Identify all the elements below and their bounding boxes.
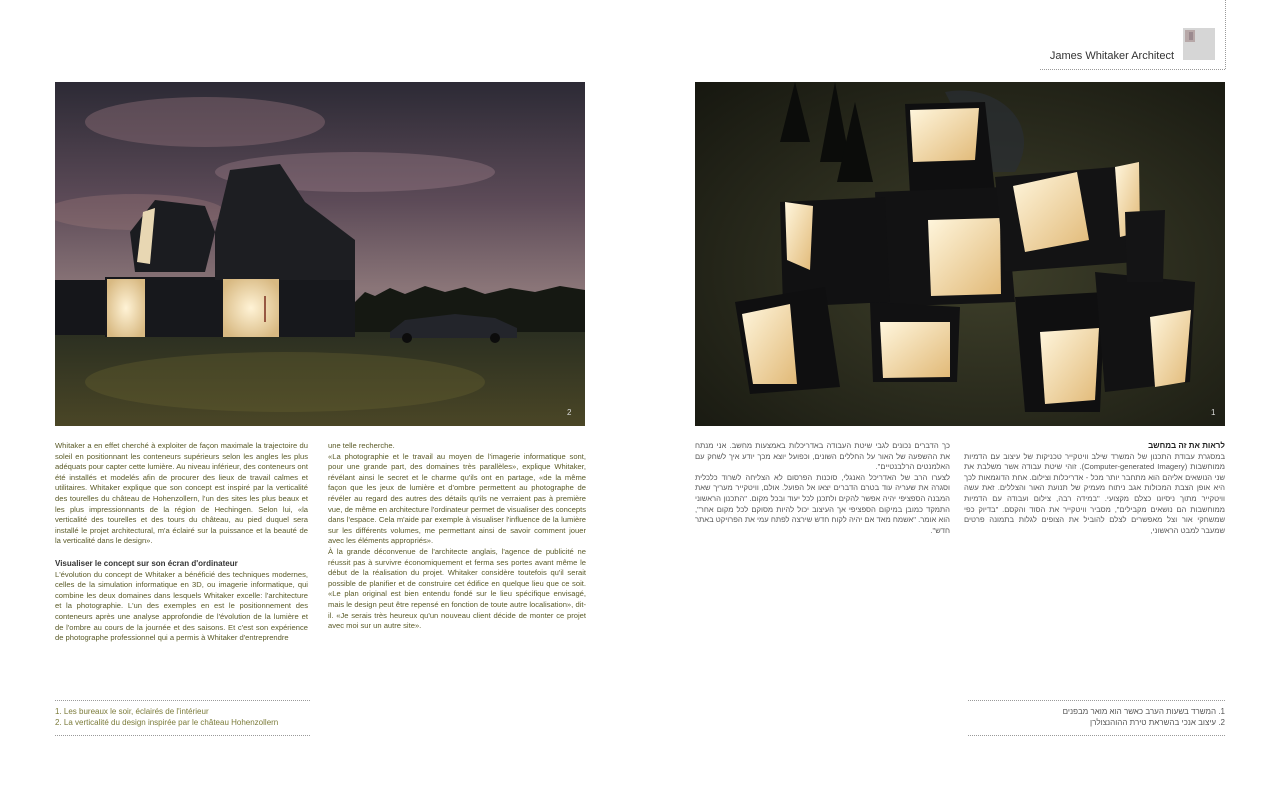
architect-logo	[1183, 28, 1215, 60]
photo-night-cubes	[695, 82, 1225, 426]
captions-hebrew	[968, 707, 1225, 728]
french-paragraph: une telle recherche.	[328, 441, 395, 450]
photo-number: 2	[567, 408, 572, 417]
caption-divider	[968, 700, 1225, 701]
header-divider	[1040, 69, 1225, 70]
hebrew-paragraph: לצערו הרב של האדריכל האנגלי, סוכנות הפרסום לא הצליחה לשרוד כלכלית וסגרה את שעריה עוד בטרם הדברים יצאו אל הפועל. אולם, וויטקייר מעריך שאת המבנה הספציפי יהיה אפשר להקים ולתכנן לכל יעוד ובכל מקום. "התכנון הראשוני התמקד כמובן במיקום הספציפי אך העיצוב יכול להיות מסוקם לכל מקום אחר", הוא אומר. "אשמח מאד אם יהיה לקוח חדש שירצה לפתח עמי את הפרויקט באתר חדש".	[695, 472, 950, 535]
caption-divider	[55, 735, 310, 736]
caption-item: 2. עיצוב אנכי בהשראת טירת ההוהנצולרן	[1090, 717, 1225, 727]
header-divider-vertical	[1225, 0, 1226, 69]
captions-french	[55, 707, 325, 728]
french-subheading: Visualiser le concept sur son écran d'ordinateur	[55, 558, 238, 568]
french-column-2	[328, 441, 586, 632]
caption-divider	[968, 735, 1225, 736]
hebrew-paragraph: במסגרת עבודת התכנון של המשרד שילב וויטקייר טכניקות של עיצוב עם הדמיות ממוחשבות (Computer-generated Imagery). זוהי שיטת עבודה אשר משלבת את שני הנושאים אליהם הוא מתחבר יותר מכל - אדריכלות וצילום. אחת הדוגמאות לכך היא אופן הצבת המכולות אגב ניתוח מעמיק של תנועת האור והצללים. זאת עשה וויטקייר מתוך ניסיונו כצלם מקצועי. "במידה רבה, צילום ועבודה עם הדמיות ממוחשבות הם נושאים מקבילים", מסביר וויטקייר את הסוד והקסם. "בדיוק כפי שמשחקי אור וצל מאפשרים לצלם להוביל את הצופים לגלות בתמונה פרטים שמעבר למבט הראשוני,	[964, 451, 1225, 535]
hebrew-heading: לראות את זה במחשב	[1148, 441, 1225, 450]
french-paragraph: À la grande déconvenue de l'architecte anglais, l'agence de publicité ne réussit pas à survivre économiquement et ferma ses portes avant même le début de la réalisation du projet. Whitaker considère toutefois qu'il serait possible de planifier et de construire cet édifice en quelque lieu que ce soit. «Le plan original est bien entendu fondé sur le lieu spécifique envisagé, mais le design peut être repensé en fonction de toute autre localisation», dit-il. «Je serais très heureux qu'un nouveau client décide de monter ce projet avec moi sur un autre site».	[328, 546, 586, 631]
hebrew-column-right	[964, 441, 1225, 536]
hebrew-paragraph: כך הדברים נכונים לגבי שיטת העבודה באדריכלות באמצעות מחשב. אני מנתח את ההשפעה של האור על החללים השונים, וכפועל יוצא מכך יודע איך לשחק עם האלמנטים הרלבנטיים".	[695, 441, 950, 472]
caption-item: 2. La verticalité du design inspirée par le château Hohenzollern	[55, 717, 279, 727]
french-paragraph: «La photographie et le travail au moyen de l'imagerie informatique sont, pour une grande part, des domaines très parallèles», explique Whitaker, révélant ainsi le secret et le charme qu'ils ont en partage, «de la même façon que les jeux de lumière et d'ombre permettent au photographe de révéler au regard des autres des détails qu'ils ne verraient pas à première vue, de même en architecture l'ordinateur permet de visualiser des concepts dans l'espace. Cela m'aide par exemple à visualiser l'influence de la lumière sur les différents volumes, me permettant ainsi de savoir comment jouer avec les éléments appropriés».	[328, 451, 586, 546]
header-title: James Whitaker Architect	[1049, 50, 1174, 62]
photo-cubes-illustration	[695, 82, 1225, 426]
french-paragraph: L'évolution du concept de Whitaker a bénéficié des techniques modernes, celles de la simulation informatique en 3D, ou imagerie informatique, qui combine les deux domaines dans lesquels Whitaker excelle: l'architecture et la photographie. L'un des exemples en est le positionnement des conteneurs après une analyse approfondie de l'évolution de la lumière et de l'ombre au cours de la journée et des saisons. Et c'est son expérience de photographe professionnel qui a permis à Whitaker d'entreprendre	[55, 569, 308, 643]
photo-number: 1	[1211, 408, 1216, 417]
hebrew-column-left	[695, 441, 950, 536]
photo-dusk-illustration	[55, 82, 585, 426]
caption-item: 1. Les bureaux le soir, éclairés de l'intérieur	[55, 707, 209, 716]
french-column-1	[55, 441, 308, 644]
photo-dusk-office	[55, 82, 585, 426]
caption-divider	[55, 700, 310, 701]
caption-item: 1. המשרד בשעות הערב כאשר הוא מואר מבפנים	[1062, 707, 1225, 716]
french-paragraph: Whitaker a en effet cherché à exploiter de façon maximale la trajectoire du soleil en positionnant les conteneurs supérieurs selon les angles les plus adéquats pour capter cette lumière. Au niveau inférieur, des conteneurs ont été installés et modelés afin de procurer des lieux de travail calmes et utilitaires. Whitaker explique que son concept est inspiré par la verticalité des tourelles du château de Hohenzollern, l'un des sites les plus beaux et les plus impressionnants de la région de Hechingen. Selon lui, «la verticalité des tourelles et des tours du château, au pied duquel sera installé le projet architectural, m'a éclairé sur la puissance et la beauté de la verticalité dans le design».	[55, 441, 308, 546]
